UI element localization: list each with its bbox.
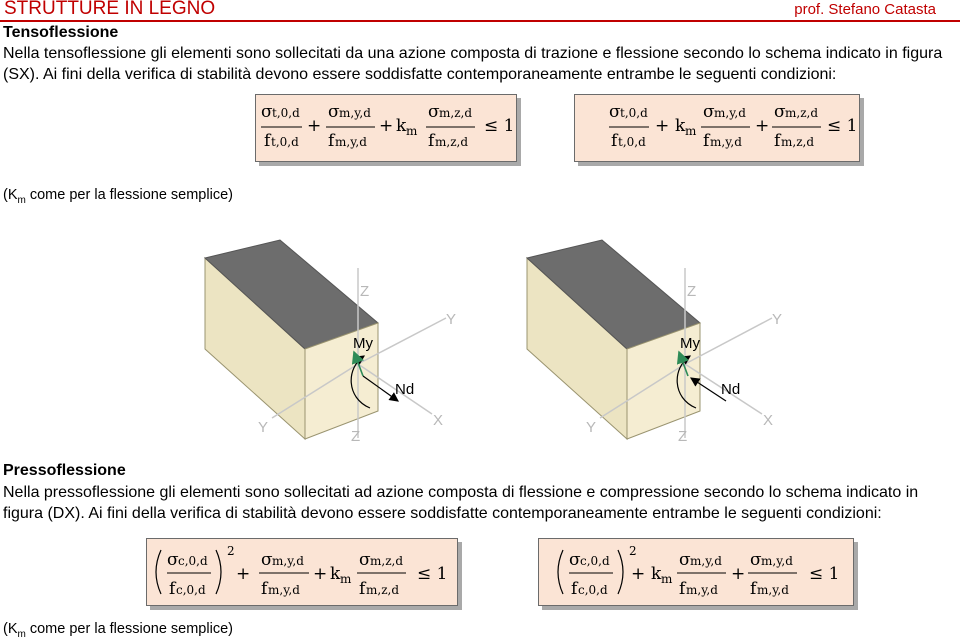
paragraph-tensoflessione: Nella tensoflessione gli elementi sono sollecitati da una azione composta di trazione e flessione secondo lo schema indicato in figura (SX). Ai fini della verifica di stabilità devono essere soddisfatte contemporaneamente entrambe le seguenti condizioni:	[3, 45, 943, 83]
svg-text:Y: Y	[586, 419, 597, 436]
svg-text:Z: Z	[678, 428, 688, 445]
svg-text:Z: Z	[687, 283, 697, 300]
svg-text:X: X	[763, 412, 774, 429]
svg-text:+: +	[236, 564, 251, 584]
note-km-presso: ($K_m$ come per la flessione semplice)	[3, 621, 233, 640]
svg-text:σ: σ	[679, 550, 691, 570]
svg-text:f: f	[679, 579, 686, 599]
section-title-tensoflessione: Tensoflessione	[3, 24, 119, 41]
svg-text:c,0,d: c,0,d	[178, 554, 208, 568]
svg-text:+: +	[655, 116, 670, 136]
svg-text:k: k	[675, 116, 686, 136]
paragraph-pressoflessione: Nella pressoflessione gli elementi sono sollecitati ad azione composta di flessione e compressione secondo lo schema indicato in figura (DX). Ai fini della verifica di stabilità devono essere soddisfatte contemporaneamente entrambe le seguenti condizioni:	[3, 484, 919, 522]
svg-text:My: My	[353, 335, 373, 352]
svg-text:Z: Z	[360, 283, 370, 300]
svg-text:c,0,d: c,0,d	[578, 583, 608, 597]
svg-text:≤ 1: ≤ 1	[809, 564, 840, 584]
svg-text:m: m	[685, 124, 697, 138]
svg-text:σ: σ	[750, 550, 762, 570]
formula-tenso-2	[574, 94, 860, 162]
svg-text:m,z,d: m,z,d	[435, 135, 469, 149]
svg-text:σ: σ	[359, 550, 371, 570]
svg-text:m,y,d: m,y,d	[710, 135, 742, 149]
svg-text:σ: σ	[261, 550, 273, 570]
formula-presso-2	[538, 538, 854, 606]
svg-text:Y: Y	[772, 311, 783, 328]
svg-text:f: f	[428, 131, 435, 151]
svg-text:m,y,d: m,y,d	[339, 106, 371, 120]
svg-text:f: f	[328, 131, 335, 151]
svg-text:t,0,d: t,0,d	[272, 106, 300, 120]
svg-text:m,z,d: m,z,d	[785, 106, 819, 120]
svg-text:m,y,d: m,y,d	[757, 583, 789, 597]
svg-text:c,0,d: c,0,d	[176, 583, 206, 597]
svg-text:f: f	[264, 131, 271, 151]
svg-text:My: My	[680, 335, 700, 352]
svg-text:m: m	[406, 124, 418, 138]
formula-tenso-1	[255, 94, 517, 162]
svg-text:+: +	[313, 564, 328, 584]
svg-text:f: f	[774, 131, 781, 151]
note-km-tenso: ($K_m$ come per la flessione semplice)	[3, 187, 233, 206]
svg-text:t,0,d: t,0,d	[620, 106, 648, 120]
svg-text:+: +	[307, 116, 322, 136]
svg-text:f: f	[261, 579, 268, 599]
svg-text:+: +	[631, 564, 646, 584]
header-author: prof. Stefano Catasta	[794, 1, 936, 18]
svg-text:m,y,d: m,y,d	[272, 554, 304, 568]
svg-text:Nd: Nd	[721, 381, 741, 398]
svg-text:σ: σ	[609, 102, 621, 122]
svg-text:k: k	[651, 564, 662, 584]
svg-text:+: +	[379, 116, 394, 136]
svg-text:≤ 1: ≤ 1	[417, 564, 448, 584]
svg-text:k: k	[330, 564, 341, 584]
svg-text:c,0,d: c,0,d	[580, 554, 610, 568]
svg-text:X: X	[433, 412, 444, 429]
svg-text:Nd: Nd	[395, 381, 415, 398]
svg-text:m,z,d: m,z,d	[370, 554, 404, 568]
svg-text:σ: σ	[569, 550, 581, 570]
svg-text:2: 2	[629, 544, 637, 558]
svg-text:k: k	[396, 116, 407, 136]
beam-left	[205, 240, 456, 445]
svg-text:m,z,d: m,z,d	[366, 583, 400, 597]
beam-right	[527, 240, 782, 445]
svg-text:t,0,d: t,0,d	[618, 135, 646, 149]
svg-text:σ: σ	[428, 102, 440, 122]
svg-text:f: f	[703, 131, 710, 151]
svg-text:m,y,d: m,y,d	[690, 554, 722, 568]
svg-text:m,z,d: m,z,d	[781, 135, 815, 149]
svg-text:σ: σ	[261, 102, 273, 122]
svg-text:m,y,d: m,y,d	[686, 583, 718, 597]
svg-text:m: m	[661, 572, 673, 586]
svg-text:f: f	[611, 131, 618, 151]
svg-text:m,y,d: m,y,d	[335, 135, 367, 149]
svg-text:+: +	[755, 116, 770, 136]
section-title-pressoflessione: Pressoflessione	[3, 462, 126, 479]
svg-text:Y: Y	[446, 311, 457, 328]
svg-text:f: f	[359, 579, 366, 599]
svg-text:≤ 1: ≤ 1	[484, 116, 515, 136]
header-title: STRUTTURE IN LEGNO	[4, 0, 216, 19]
svg-text:m,y,d: m,y,d	[714, 106, 746, 120]
svg-text:≤ 1: ≤ 1	[827, 116, 858, 136]
svg-text:2: 2	[227, 544, 235, 558]
svg-text:m: m	[340, 572, 352, 586]
svg-text:σ: σ	[328, 102, 340, 122]
header-divider	[0, 20, 960, 22]
svg-text:σ: σ	[703, 102, 715, 122]
svg-text:f: f	[169, 579, 176, 599]
svg-text:f: f	[571, 579, 578, 599]
svg-text:σ: σ	[774, 102, 786, 122]
svg-text:m,z,d: m,z,d	[439, 106, 473, 120]
svg-text:Z: Z	[351, 428, 361, 445]
svg-text:f: f	[750, 579, 757, 599]
svg-text:+: +	[731, 564, 746, 584]
beam-diagrams	[180, 238, 800, 460]
svg-text:m,y,d: m,y,d	[761, 554, 793, 568]
svg-text:t,0,d: t,0,d	[271, 135, 299, 149]
svg-text:σ: σ	[167, 550, 179, 570]
svg-text:Y: Y	[258, 419, 269, 436]
formula-presso-1	[146, 538, 458, 606]
svg-text:m,y,d: m,y,d	[268, 583, 300, 597]
